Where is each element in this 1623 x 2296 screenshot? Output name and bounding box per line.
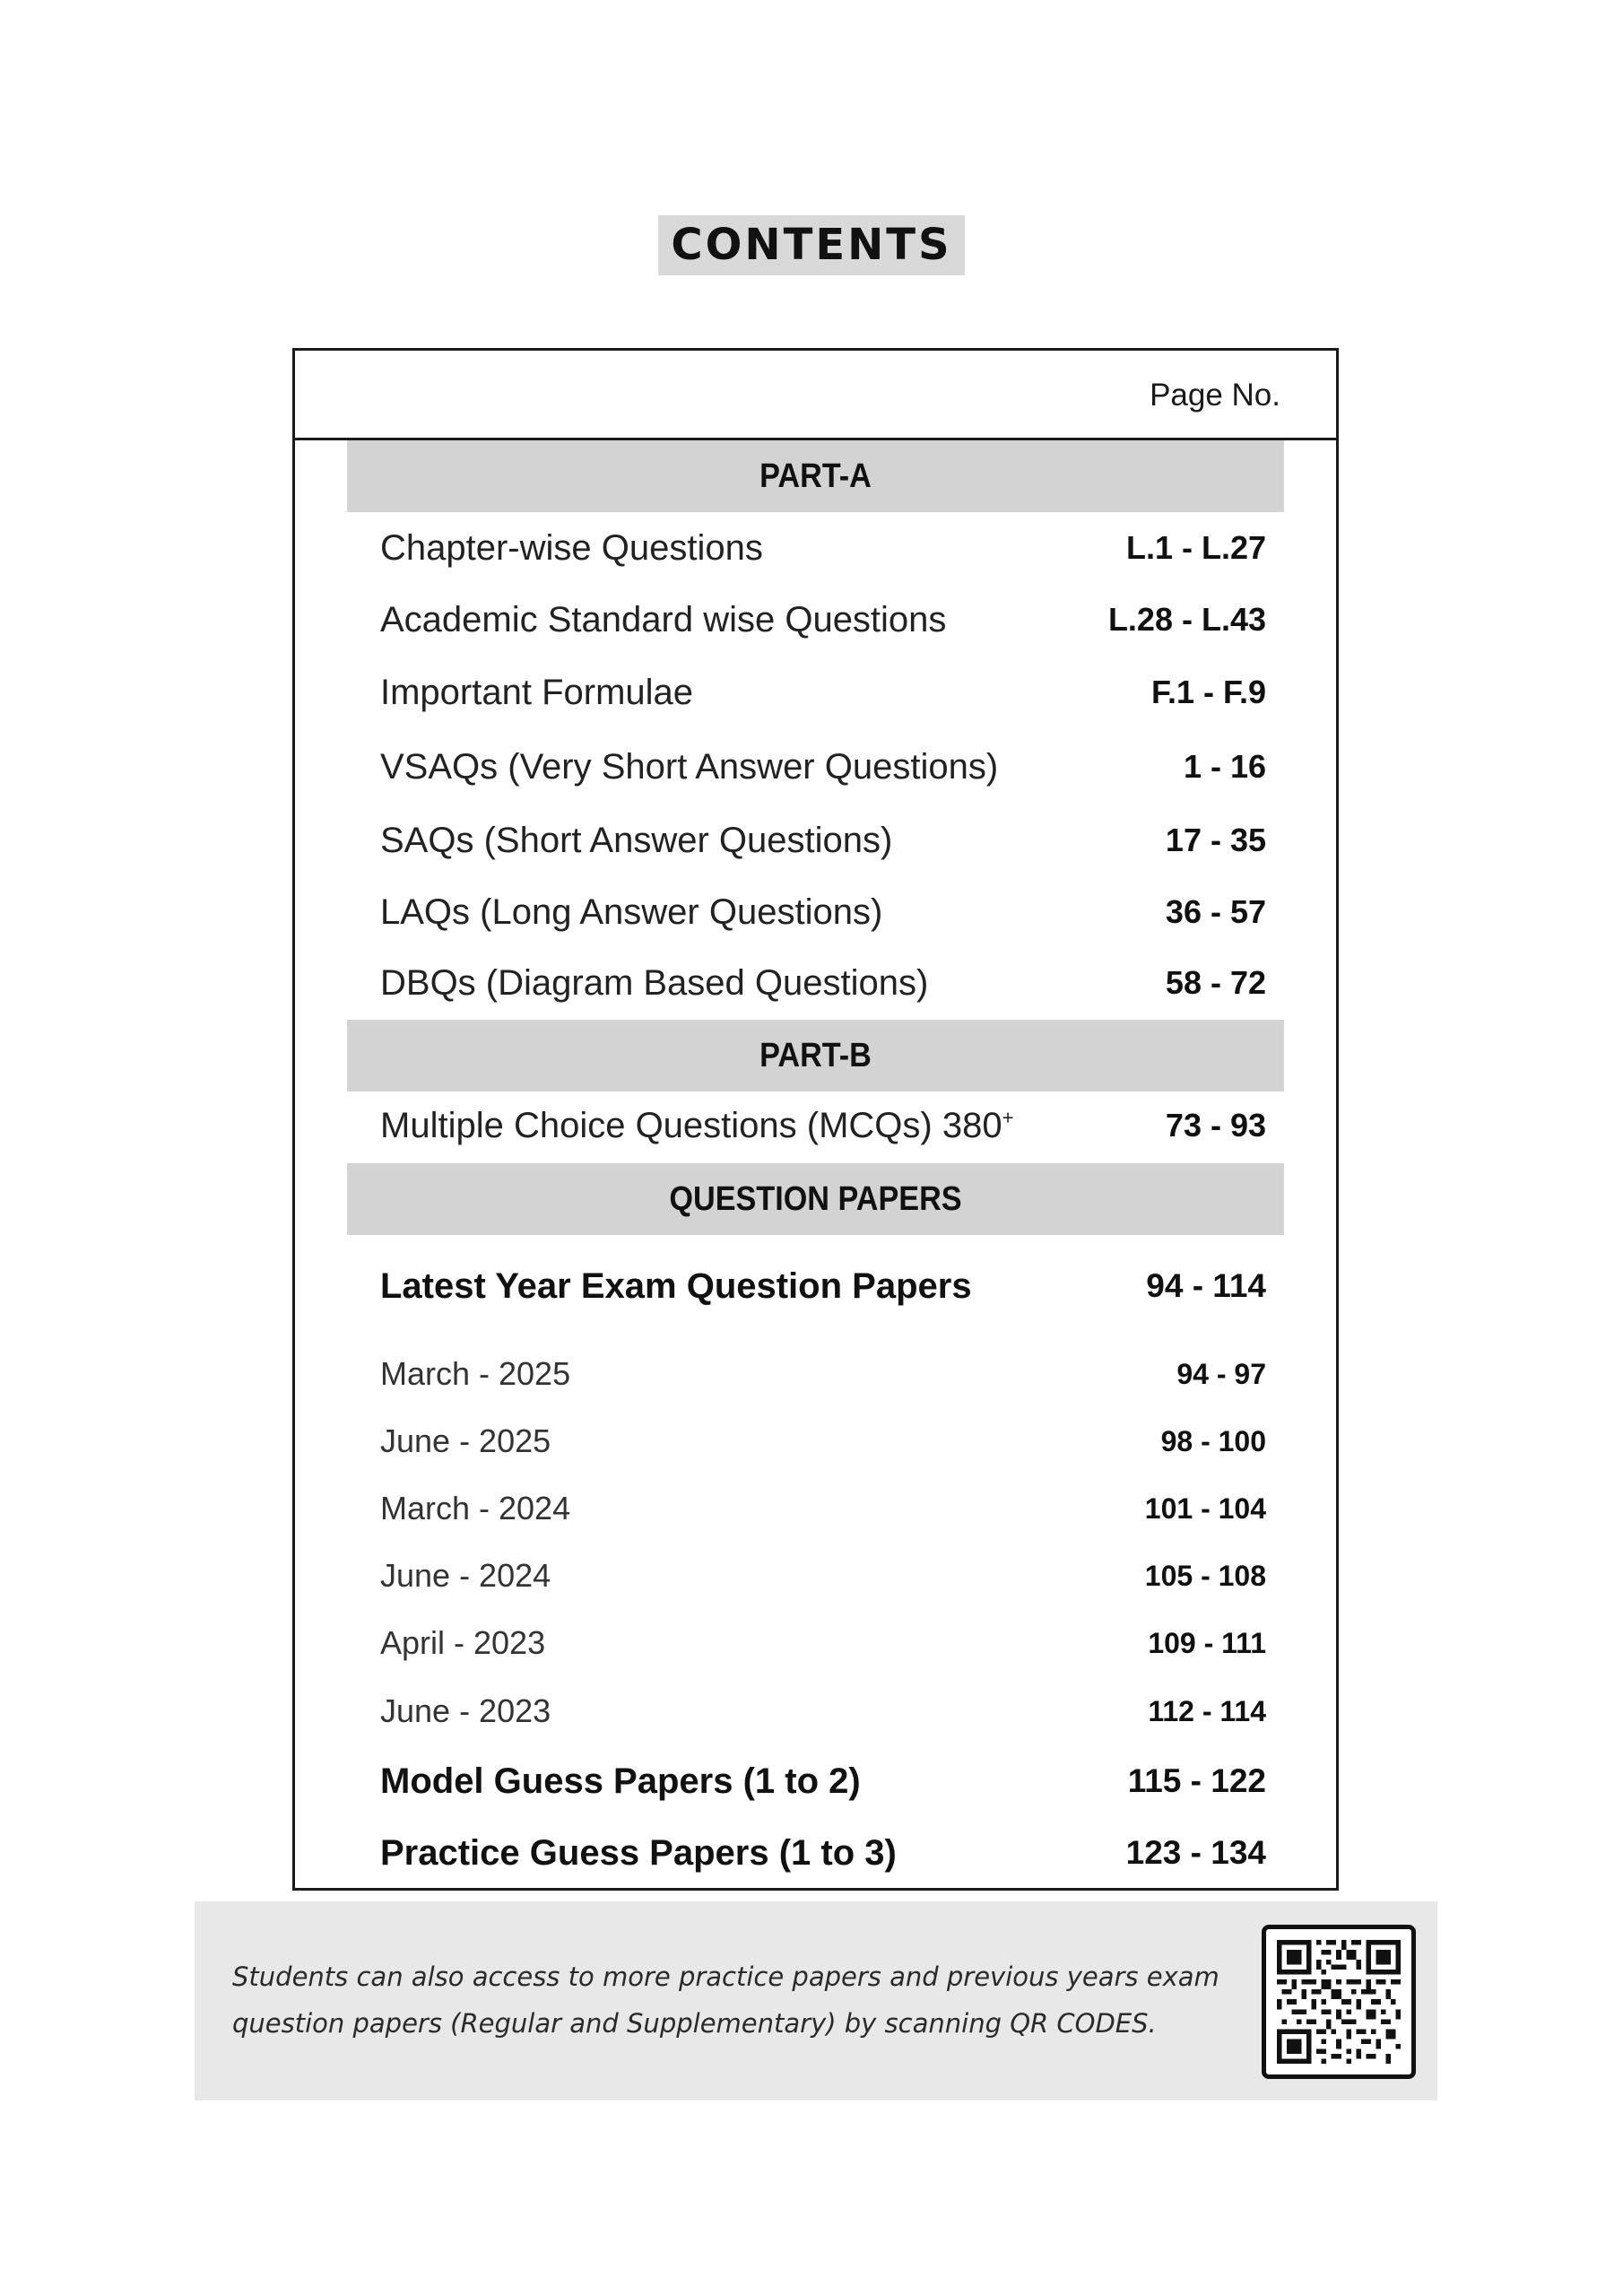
contents-table [292,348,1339,1891]
toc-row[interactable] [295,956,1336,1010]
toc-entry-pages: 58 - 72 [1165,964,1266,1001]
toc-entry-label: March - 2025 [380,1355,571,1392]
toc-entry-pages: 123 - 134 [1125,1834,1266,1871]
section-heading-question-papers: QUESTION PAPERS [347,1163,1284,1235]
toc-row[interactable] [295,1099,1336,1152]
toc-row-model-papers[interactable] [295,1754,1336,1808]
section-heading-part-b: PART-B [347,1020,1284,1091]
toc-row-paper[interactable] [295,1347,1336,1401]
table-header [295,351,1336,440]
toc-entry-label: VSAQs (Very Short Answer Questions) [380,747,999,787]
toc-entry-label: SAQs (Short Answer Questions) [380,821,893,860]
toc-entry-label: March - 2024 [380,1490,571,1526]
toc-entry-pages: 109 - 111 [1148,1627,1266,1659]
superscript-plus: + [1002,1106,1014,1129]
toc-entry-pages: 98 - 100 [1160,1425,1266,1457]
page-no-column-header: Page No. [1150,378,1280,413]
toc-row-paper[interactable] [295,1482,1336,1535]
toc-row-paper[interactable] [295,1414,1336,1468]
toc-entry-pages: 73 - 93 [1165,1107,1266,1144]
toc-entry-pages: 115 - 122 [1127,1762,1266,1799]
qr-code-icon[interactable] [1262,1925,1416,2079]
toc-row-paper[interactable] [295,1616,1336,1670]
toc-entry-label: June - 2024 [380,1557,551,1594]
toc-entry-pages: L.1 - L.27 [1125,529,1266,566]
toc-row-practice-papers[interactable] [295,1826,1336,1880]
toc-entry-pages: L.28 - L.43 [1107,601,1266,638]
section-heading-part-a: PART-A [347,440,1284,512]
toc-entry-label: Model Guess Papers (1 to 2) [380,1761,861,1801]
toc-row[interactable] [295,813,1336,867]
toc-row[interactable] [295,665,1336,719]
toc-row-latest-papers[interactable] [295,1259,1336,1313]
toc-entry-pages: 36 - 57 [1165,893,1266,930]
toc-row[interactable] [295,521,1336,575]
toc-row-paper[interactable] [295,1684,1336,1738]
toc-entry-label: LAQs (Long Answer Questions) [380,892,883,932]
toc-entry-label: DBQs (Diagram Based Questions) [380,963,929,1003]
toc-entry-label: April - 2023 [380,1624,546,1661]
page-title: CONTENTS [658,215,964,275]
toc-entry-label: Latest Year Exam Question Papers [380,1266,972,1306]
toc-entry-label: Chapter-wise Questions [380,528,763,568]
qr-note-panel [195,1901,1437,2100]
toc-entry-label: June - 2025 [380,1422,551,1459]
toc-entry-pages: 112 - 114 [1148,1695,1266,1727]
toc-entry-pages: 17 - 35 [1165,822,1266,858]
toc-row[interactable] [295,593,1336,647]
title-wrapper [0,215,1623,275]
qr-code-graphic [1277,1940,1401,2064]
toc-entry-pages: 1 - 16 [1183,748,1266,785]
qr-note-text: Students can also access to more practice papers and previous years exam question papers (Regular and Supplementary) by scanning QR CODES. [232,1961,1219,2039]
toc-entry-label: Academic Standard wise Questions [380,600,947,639]
toc-entry-pages: 94 - 97 [1176,1358,1266,1390]
toc-entry-pages: 94 - 114 [1146,1267,1266,1304]
toc-entry-label: Practice Guess Papers (1 to 3) [380,1833,897,1873]
toc-entry-label: June - 2023 [380,1692,551,1729]
toc-entry-pages: 101 - 104 [1144,1492,1266,1525]
toc-entry-pages: 105 - 108 [1144,1560,1266,1592]
toc-row[interactable] [295,740,1336,794]
toc-entry-label: Important Formulae [380,673,694,712]
toc-row[interactable] [295,885,1336,939]
toc-entry-label: Multiple Choice Questions (MCQs) 380+ [380,1106,1014,1145]
toc-entry-pages: F.1 - F.9 [1150,674,1266,710]
toc-row-paper[interactable] [295,1549,1336,1603]
